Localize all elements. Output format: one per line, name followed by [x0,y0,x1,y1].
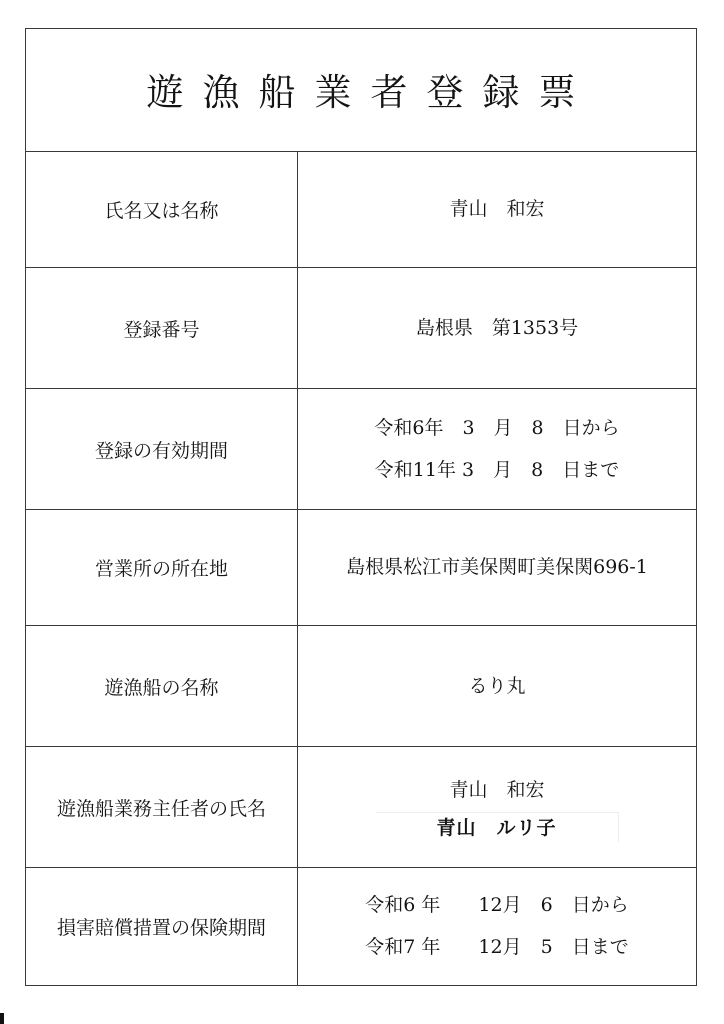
value-registration-number [298,268,696,388]
row-chief-manager [26,747,696,868]
label-validity-period: 登録の有効期間 [26,389,298,509]
insurance-to: 令和7 年 12月 5 日まで [365,936,629,958]
scan-edge-mark [0,1013,4,1024]
label-name: 氏名又は名称 [26,152,298,267]
value-office-location [298,510,696,625]
chief-manager-name-2: 青山 ルリ子 [436,816,557,839]
value-validity-period [298,389,696,509]
label-chief-manager: 遊漁船業務主任者の氏名 [26,747,298,867]
value-boat-name [298,626,696,746]
value-name [298,152,696,267]
label-boat-name: 遊漁船の名称 [26,626,298,746]
row-validity-period [26,389,696,510]
validity-from: 令和6年 3 月 8 日から [374,416,620,439]
label-insurance-period: 損害賠償措置の保険期間 [26,868,298,985]
chief-manager-name-1: 青山 和宏 [449,778,545,801]
registration-certificate [25,28,697,986]
row-boat-name [26,626,696,747]
value-insurance-period [298,868,696,985]
label-registration-number: 登録番号 [26,268,298,388]
boat-name: るり丸 [468,674,526,697]
row-name [26,152,696,268]
office-address: 島根県松江市美保関町美保関696-1 [346,556,648,578]
row-insurance-period [26,868,696,985]
registration-number: 島根県 第1353号 [415,316,579,339]
validity-to: 令和11年 3 月 8 日まで [374,458,620,481]
row-registration-number [26,268,696,389]
value-chief-manager [298,747,696,867]
operator-name: 青山 和宏 [449,198,545,220]
insurance-from: 令和6 年 12月 6 日から [365,894,629,916]
label-office-location: 営業所の所在地 [26,510,298,625]
pasted-name-label [376,812,619,842]
row-office-location [26,510,696,626]
document-title: 遊漁船業者登録票 [146,71,595,114]
title-row [26,29,696,152]
